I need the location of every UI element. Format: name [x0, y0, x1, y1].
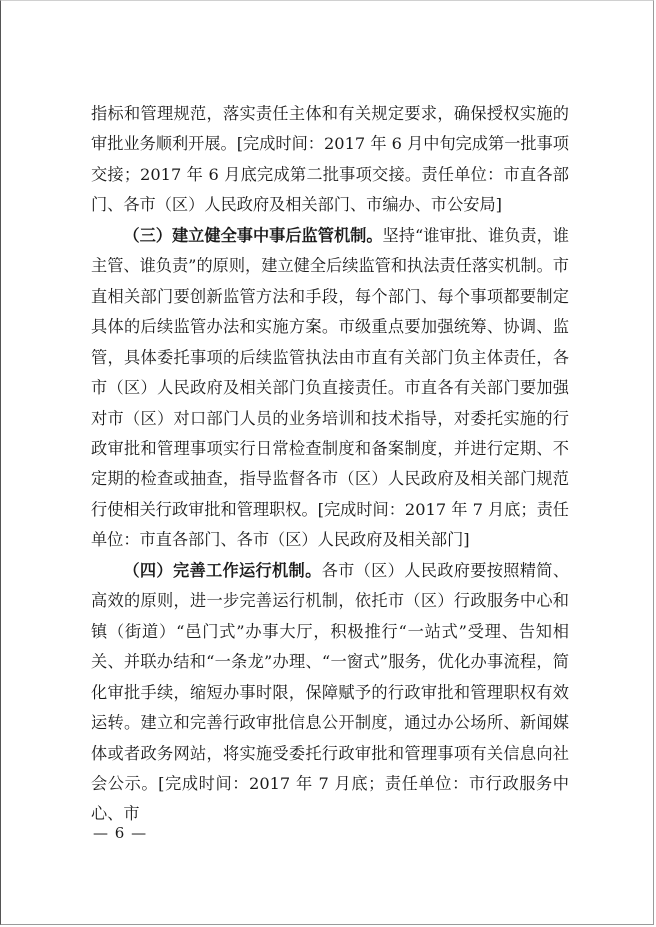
- paragraph-text: 坚持“谁审批、谁负责，谁主管、谁负责”的原则，建立健全后续监管和执法责任落实机制。市直相关部门要创新监管方法和手段，每个部门、每个事项都要制定具体的后续监管办法和实施方案。市级重点要加强统筹、协调、监管，具体委托事项的后续监管执法由市直有关部门负主体责任，各市（区）人民政府及相关部门负直接责任。市直各有关部门要加强对市（区）对口部门人员的业务培训和技术指导，对委托实施的行政审批和管理事项实行日常检查制度和备案制度，并进行定期、不定期的检查或抽查，指导监督各市（区）人民政府及相关部门规范行使相关行政审批和管理职权。[完成时间：2017 年 7 月底；责任单位：市直各部门、各市（区）人民政府及相关部门]: [91, 225, 569, 550]
- section-heading: （四）完善工作运行机制。: [123, 560, 322, 580]
- paragraph-section-3: [91, 221, 569, 556]
- paragraph-text: 指标和管理规范，落实责任主体和有关规定要求，确保授权实施的审批业务顺利开展。[完成时间：2017 年 6 月中旬完成第一批事项交接；2017 年 6 月底完成第二批事项交接。责任单位：市直各部门、各市（区）人民政府及相关部门、市编办、市公安局]: [91, 104, 569, 215]
- section-heading: （三）建立健全事中事后监管机制。: [123, 225, 383, 245]
- paragraph-continued: [91, 99, 569, 221]
- body-text: [91, 99, 569, 830]
- paragraph-text: 各市（区）人民政府要按照精简、高效的原则，进一步完善运行机制，依托市（区）行政服务中心和镇（街道）“邑门式”办事大厅，积极推行“一站式”受理、告知相关、并联办结和“一条龙”办理、“一窗式”服务，优化办事流程，简化审批手续，缩短办事时限，保障赋予的行政审批和管理职权有效运转。建立和完善行政审批信息公开制度，通过办公场所、新闻媒体或者政务网站，将实施受委托行政审批和管理事项有关信息向社会公示。[完成时间：2017 年 7 月底；责任单位：市行政服务中心、市: [91, 560, 570, 824]
- paragraph-section-4: [91, 556, 569, 830]
- page-number: — 6 —: [93, 824, 148, 842]
